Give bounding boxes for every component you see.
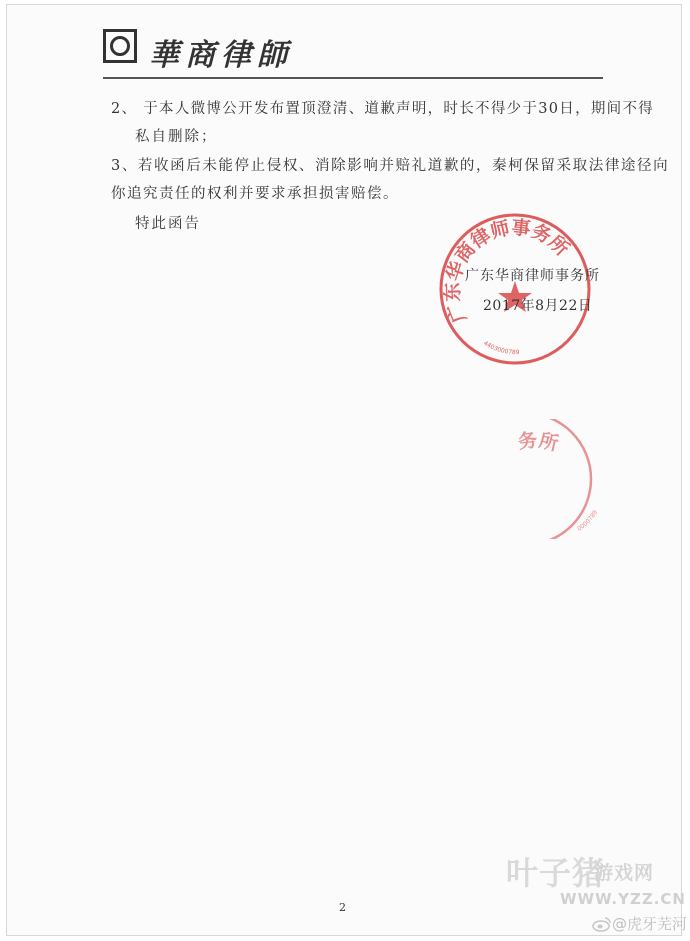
svg-text:0000789 xyxy=(576,509,599,533)
item2-line1: 2、 于本人微博公开发布置顶澄清、道歉声明，时长不得少于30日，期间不得 xyxy=(111,101,655,117)
item3-line1: 3、若收函后未能停止侵权、消除影响并赔礼道歉的，秦柯保留采取法律途径向 xyxy=(111,158,670,174)
signature-date: 2017年8月22日 xyxy=(483,298,593,314)
firm-seal-stamp xyxy=(437,211,593,367)
watermark-url: WWW.YZZ.CN xyxy=(560,890,686,908)
item2-line2: 私自删除； xyxy=(135,129,218,145)
partial-seal-stamp xyxy=(515,419,611,539)
page-number: 2 xyxy=(339,901,346,914)
item3-line2: 你追究责任的权利并要求承担损害赔偿。 xyxy=(111,186,399,202)
watermark-site-suffix: 游戏网 xyxy=(594,862,655,884)
weibo-handle: @虎牙芜河 xyxy=(612,915,688,933)
seal-arc-text: 广东华商律师事务所 xyxy=(441,216,573,326)
letterhead-logo-text: 華商律師 xyxy=(149,38,293,73)
watermark-site-name: 叶子猪 xyxy=(506,854,606,892)
svg-text:4403000789 xyxy=(482,340,520,356)
svg-text:务所 xyxy=(517,428,561,455)
seal-serial: 4403000789 xyxy=(482,339,520,357)
partial-seal-serial: 0000789 xyxy=(576,509,600,533)
signature-firm-name: 广东华商律师事务所 xyxy=(465,268,600,284)
firm-logo-icon xyxy=(103,29,137,63)
header-divider xyxy=(103,77,603,79)
document-page xyxy=(6,4,682,936)
partial-seal-text: 务所 xyxy=(517,429,561,456)
closing-phrase: 特此函告 xyxy=(135,216,201,232)
weibo-icon xyxy=(592,916,612,932)
